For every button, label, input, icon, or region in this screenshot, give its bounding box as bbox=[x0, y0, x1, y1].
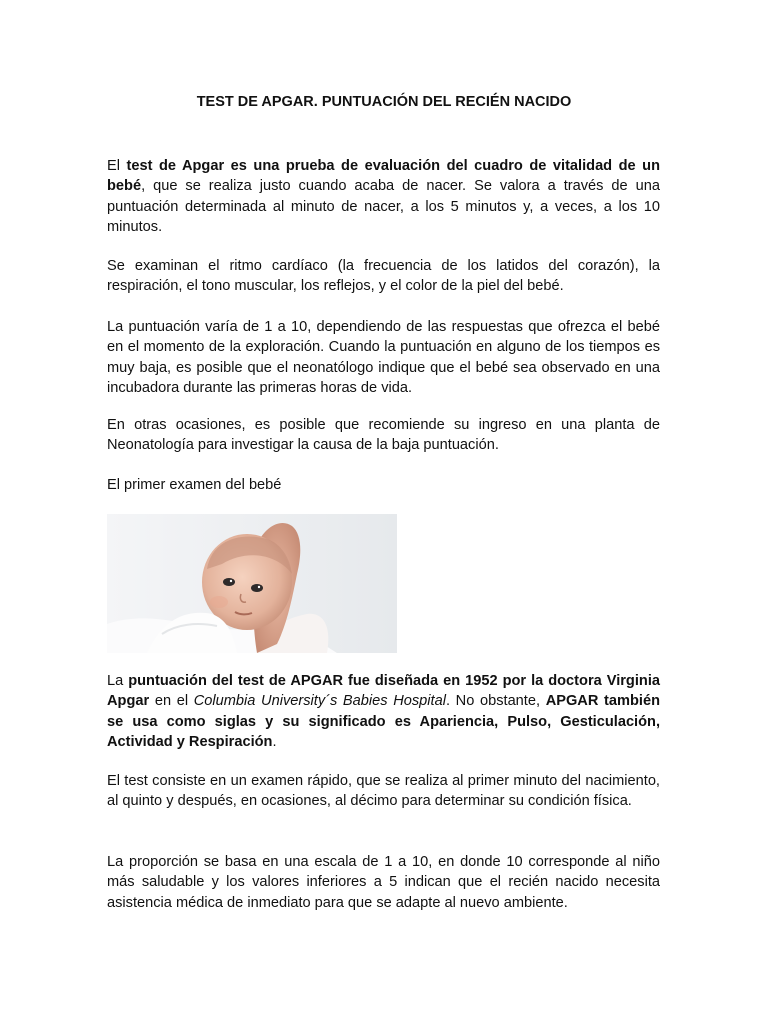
paragraph-other-cases: En otras ocasiones, es posible que recomiende su ingreso en una planta de Neonatología para investigar la causa de la baja puntuación. bbox=[107, 417, 660, 454]
hospital-name: Columbia University´s Babies Hospital bbox=[193, 693, 446, 710]
paragraph-score-range: La puntuación varía de 1 a 10, dependiendo de las respuestas que ofrezca el bebé en el momento de la exploración. Cuando la puntuación en alguno de los tiempos es muy baja, es posible que el neonatólogo indique que el bebé sea observado en una incubadora durante las primeras horas de vida. bbox=[107, 319, 660, 396]
intro-text-c: , que se realiza justo cuando acaba de nacer. Se valora a través de una puntuación determinada al minuto de nacer, a los 5 minutos y, a veces, a los 10 minutos. bbox=[107, 178, 660, 235]
newborn-baby-photo bbox=[107, 514, 397, 653]
history-bold-text-1: puntuación del test de APGAR fue diseñada en 1952 por la doctora Virginia Apgar bbox=[107, 673, 660, 710]
paragraph-score-scale: La proporción se basa en una escala de 1 a 10, en donde 10 corresponde al niño más saludable y los valores inferiores a 5 indican que el recién nacido necesita asistencia médica de inmediato para que se adapte al nuevo ambiente. bbox=[107, 854, 660, 911]
paragraph-first-exam: El primer examen del bebé bbox=[107, 477, 282, 493]
history-text-e: . bbox=[272, 733, 277, 750]
paragraph-intro bbox=[107, 156, 660, 237]
paragraph-apgar-history bbox=[107, 671, 660, 752]
history-text-d: . No obstante, bbox=[445, 693, 546, 710]
document-title: TEST DE APGAR. PUNTUACIÓN DEL RECIÉN NACIDO bbox=[196, 94, 572, 110]
intro-bold-text: test de Apgar es una prueba de evaluación del cuadro de vitalidad de un bebé bbox=[107, 158, 660, 195]
history-text-c: en el bbox=[149, 693, 194, 710]
history-text-a: La bbox=[107, 673, 129, 689]
history-bold-text-2: APGAR también se usa como siglas y su significado es Apariencia, Pulso, Gesticulación, Actividad y Respiración bbox=[107, 693, 661, 750]
intro-text-a: El bbox=[107, 158, 127, 174]
paragraph-test-timing: El test consiste en un examen rápido, que se realiza al primer minuto del nacimiento, al quinto y después, en ocasiones, al décimo para determinar su condición física. bbox=[107, 773, 660, 810]
paragraph-examination: Se examinan el ritmo cardíaco (la frecuencia de los latidos del corazón), la respiración, el tono muscular, los reflejos, y el color de la piel del bebé. bbox=[107, 258, 660, 295]
